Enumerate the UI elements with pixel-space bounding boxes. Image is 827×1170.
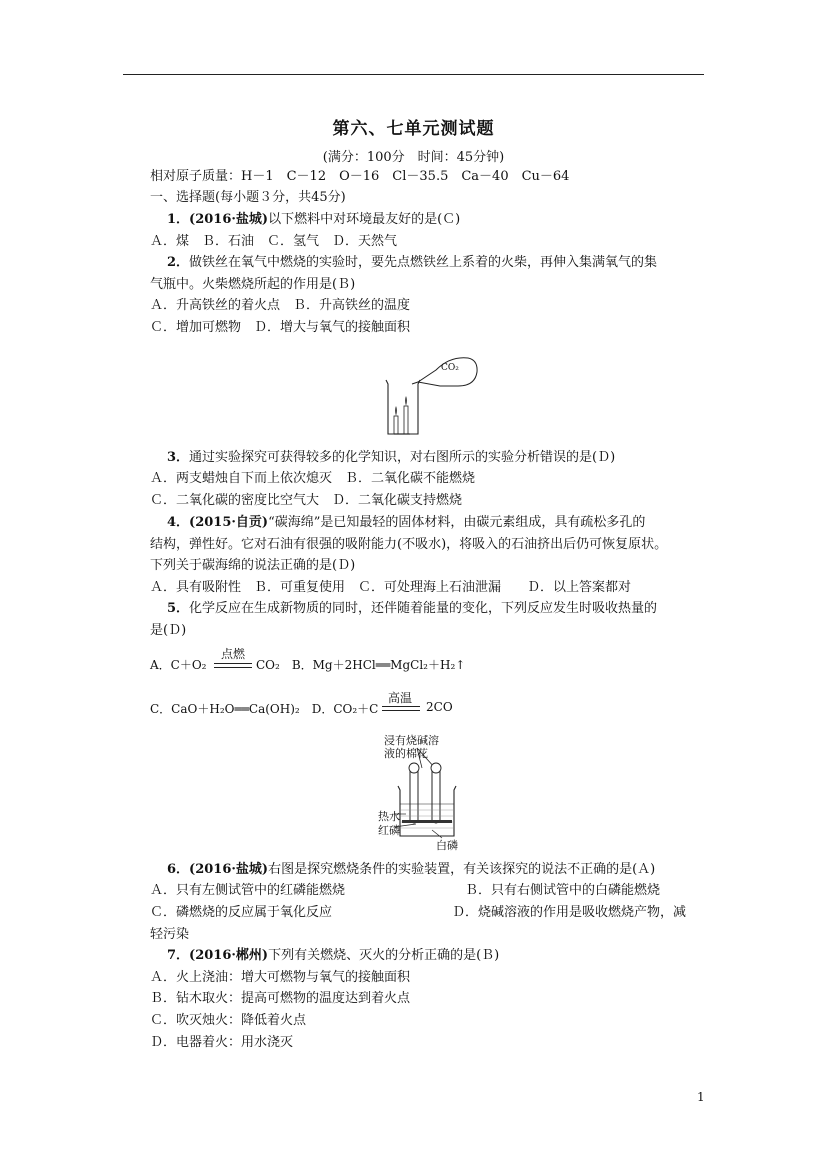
combustion-apparatus-figure <box>380 730 480 850</box>
q1-source: (2016·盐城) <box>189 212 269 227</box>
q3-number: 3． <box>167 450 190 465</box>
question-3 <box>167 449 615 467</box>
q6-option-b: Ｂ．只有右侧试管中的白磷能燃烧 <box>465 883 661 898</box>
q4-stem-line1: “碳海绵”是已知最轻的固体材料，由碳元素组成，具有疏松多孔的 <box>268 515 646 530</box>
q2-options-cd: Ｃ．增加可燃物 Ｄ．增大与氧气的接触面积 <box>150 320 411 335</box>
q7-source: (2016·郴州) <box>189 948 269 963</box>
white-phosphorus-label: 白磷 <box>436 839 458 852</box>
q6-stem: 右图是探究燃烧条件的实验装置，有关该探究的说法不正确的是(Ａ) <box>268 862 656 877</box>
header-rule <box>123 74 704 75</box>
eq-a-right: CO₂ B．Mg＋2HCl══MgCl₂＋H₂↑ <box>256 658 466 672</box>
q2-options-ab: Ａ．升高铁丝的着火点 Ｂ．升高铁丝的温度 <box>150 298 411 313</box>
q4-source: (2015·自贡) <box>189 515 269 530</box>
q7-stem: 下列有关燃烧、灭火的分析正确的是(Ｂ) <box>268 948 500 963</box>
page-subtitle: (满分：100分 时间：45分钟) <box>322 150 505 165</box>
co2-label: CO₂ <box>441 363 459 373</box>
question-2 <box>167 254 657 272</box>
eq-d-right: 2CO <box>426 700 453 714</box>
red-phosphorus-label: 红磷 <box>378 824 400 837</box>
q3-stem: 通过实验探究可获得较多的化学知识，对右图所示的实验分析错误的是(Ｄ) <box>189 450 616 465</box>
q6-number: 6． <box>167 862 190 877</box>
q4-stem-line2: 结构，弹性好。它对石油有很强的吸附能力(不吸水)，将吸入的石油挤出后仍可恢复原状。 <box>150 537 668 552</box>
eq-d-condition: 高温 <box>387 691 412 705</box>
page-title: 第六、七单元测试题 <box>332 119 495 139</box>
q5-stem-line1: 化学反应在生成新物质的同时，还伴随着能量的变化，下列反应发生时吸收热量的 <box>189 601 658 616</box>
q5-number: 5． <box>167 601 190 616</box>
q6-option-d-cont: 轻污染 <box>150 927 190 942</box>
q6-option-c: Ｃ．磷燃烧的反应属于氧化反应 <box>150 905 333 920</box>
hot-water-label: 热水 <box>378 810 400 823</box>
q7-option-b: Ｂ．钻木取火：提高可燃物的温度达到着火点 <box>150 991 411 1006</box>
q7-option-d: Ｄ．电器着火：用水浇灭 <box>150 1035 294 1050</box>
page-number: 1 <box>697 1090 705 1104</box>
q2-number: 2． <box>167 255 190 270</box>
q7-option-a: Ａ．火上浇油：增大可燃物与氧气的接触面积 <box>150 970 411 985</box>
question-5 <box>167 600 657 618</box>
q4-number: 4． <box>167 515 190 530</box>
cotton-label-line2: 液的棉花 <box>384 747 428 760</box>
question-1 <box>167 211 460 229</box>
section-heading: 一、选择题(每小题３分，共45分) <box>150 190 346 205</box>
eq-a-equals <box>214 663 252 668</box>
q4-stem-line3: 下列关于碳海绵的说法正确的是(Ｄ) <box>150 558 356 573</box>
q1-number: 1． <box>167 212 190 227</box>
atomic-masses: 相对原子质量：H－1 C－12 O－16 Cl－35.5 Ca－40 Cu－64 <box>150 169 570 184</box>
q1-stem: 以下燃料中对环境最友好的是(Ｃ) <box>268 212 461 227</box>
q1-options: Ａ．煤 Ｂ．石油 Ｃ．氢气 Ｄ．天然气 <box>150 234 398 249</box>
q3-options-cd: Ｃ．二氧化碳的密度比空气大 Ｄ．二氧化碳支持燃烧 <box>150 493 463 508</box>
q2-stem-line1: 做铁丝在氧气中燃烧的实验时，要先点燃铁丝上系着的火柴，再伸入集满氧气的集 <box>189 255 658 270</box>
eq-c: C．CaO＋H₂O══Ca(OH)₂ D．CO₂＋C <box>150 702 379 716</box>
co2-beaker-drawing <box>380 346 480 438</box>
question-7 <box>167 947 499 965</box>
eq-a-left: A．C＋O₂ <box>150 658 207 672</box>
co2-beaker-figure <box>380 346 480 438</box>
q6-option-a: Ａ．只有左侧试管中的红磷能燃烧 <box>150 883 346 898</box>
q5-stem-line2: 是(Ｄ) <box>150 623 187 638</box>
q2-stem-line2: 气瓶中。火柴燃烧所起的作用是(Ｂ) <box>150 277 356 292</box>
question-4 <box>167 514 645 532</box>
question-6 <box>167 861 655 879</box>
q4-options: Ａ．具有吸附性 Ｂ．可重复使用 Ｃ．可处理海上石油泄漏 Ｄ．以上答案都对 <box>150 580 632 595</box>
q7-option-c: Ｃ．吹灭烛火：降低着火点 <box>150 1013 307 1028</box>
q6-source: (2016·盐城) <box>189 862 269 877</box>
q7-number: 7． <box>167 948 190 963</box>
cotton-label-line1: 浸有烧碱溶 <box>384 734 439 747</box>
q3-options-ab: Ａ．两支蜡烛自下而上依次熄灭 Ｂ．二氧化碳不能燃烧 <box>150 471 476 486</box>
q6-option-d: Ｄ．烧碱溶液的作用是吸收燃烧产物，减 <box>452 905 687 920</box>
eq-a-condition: 点燃 <box>220 647 245 661</box>
eq-d-equals <box>382 706 420 711</box>
